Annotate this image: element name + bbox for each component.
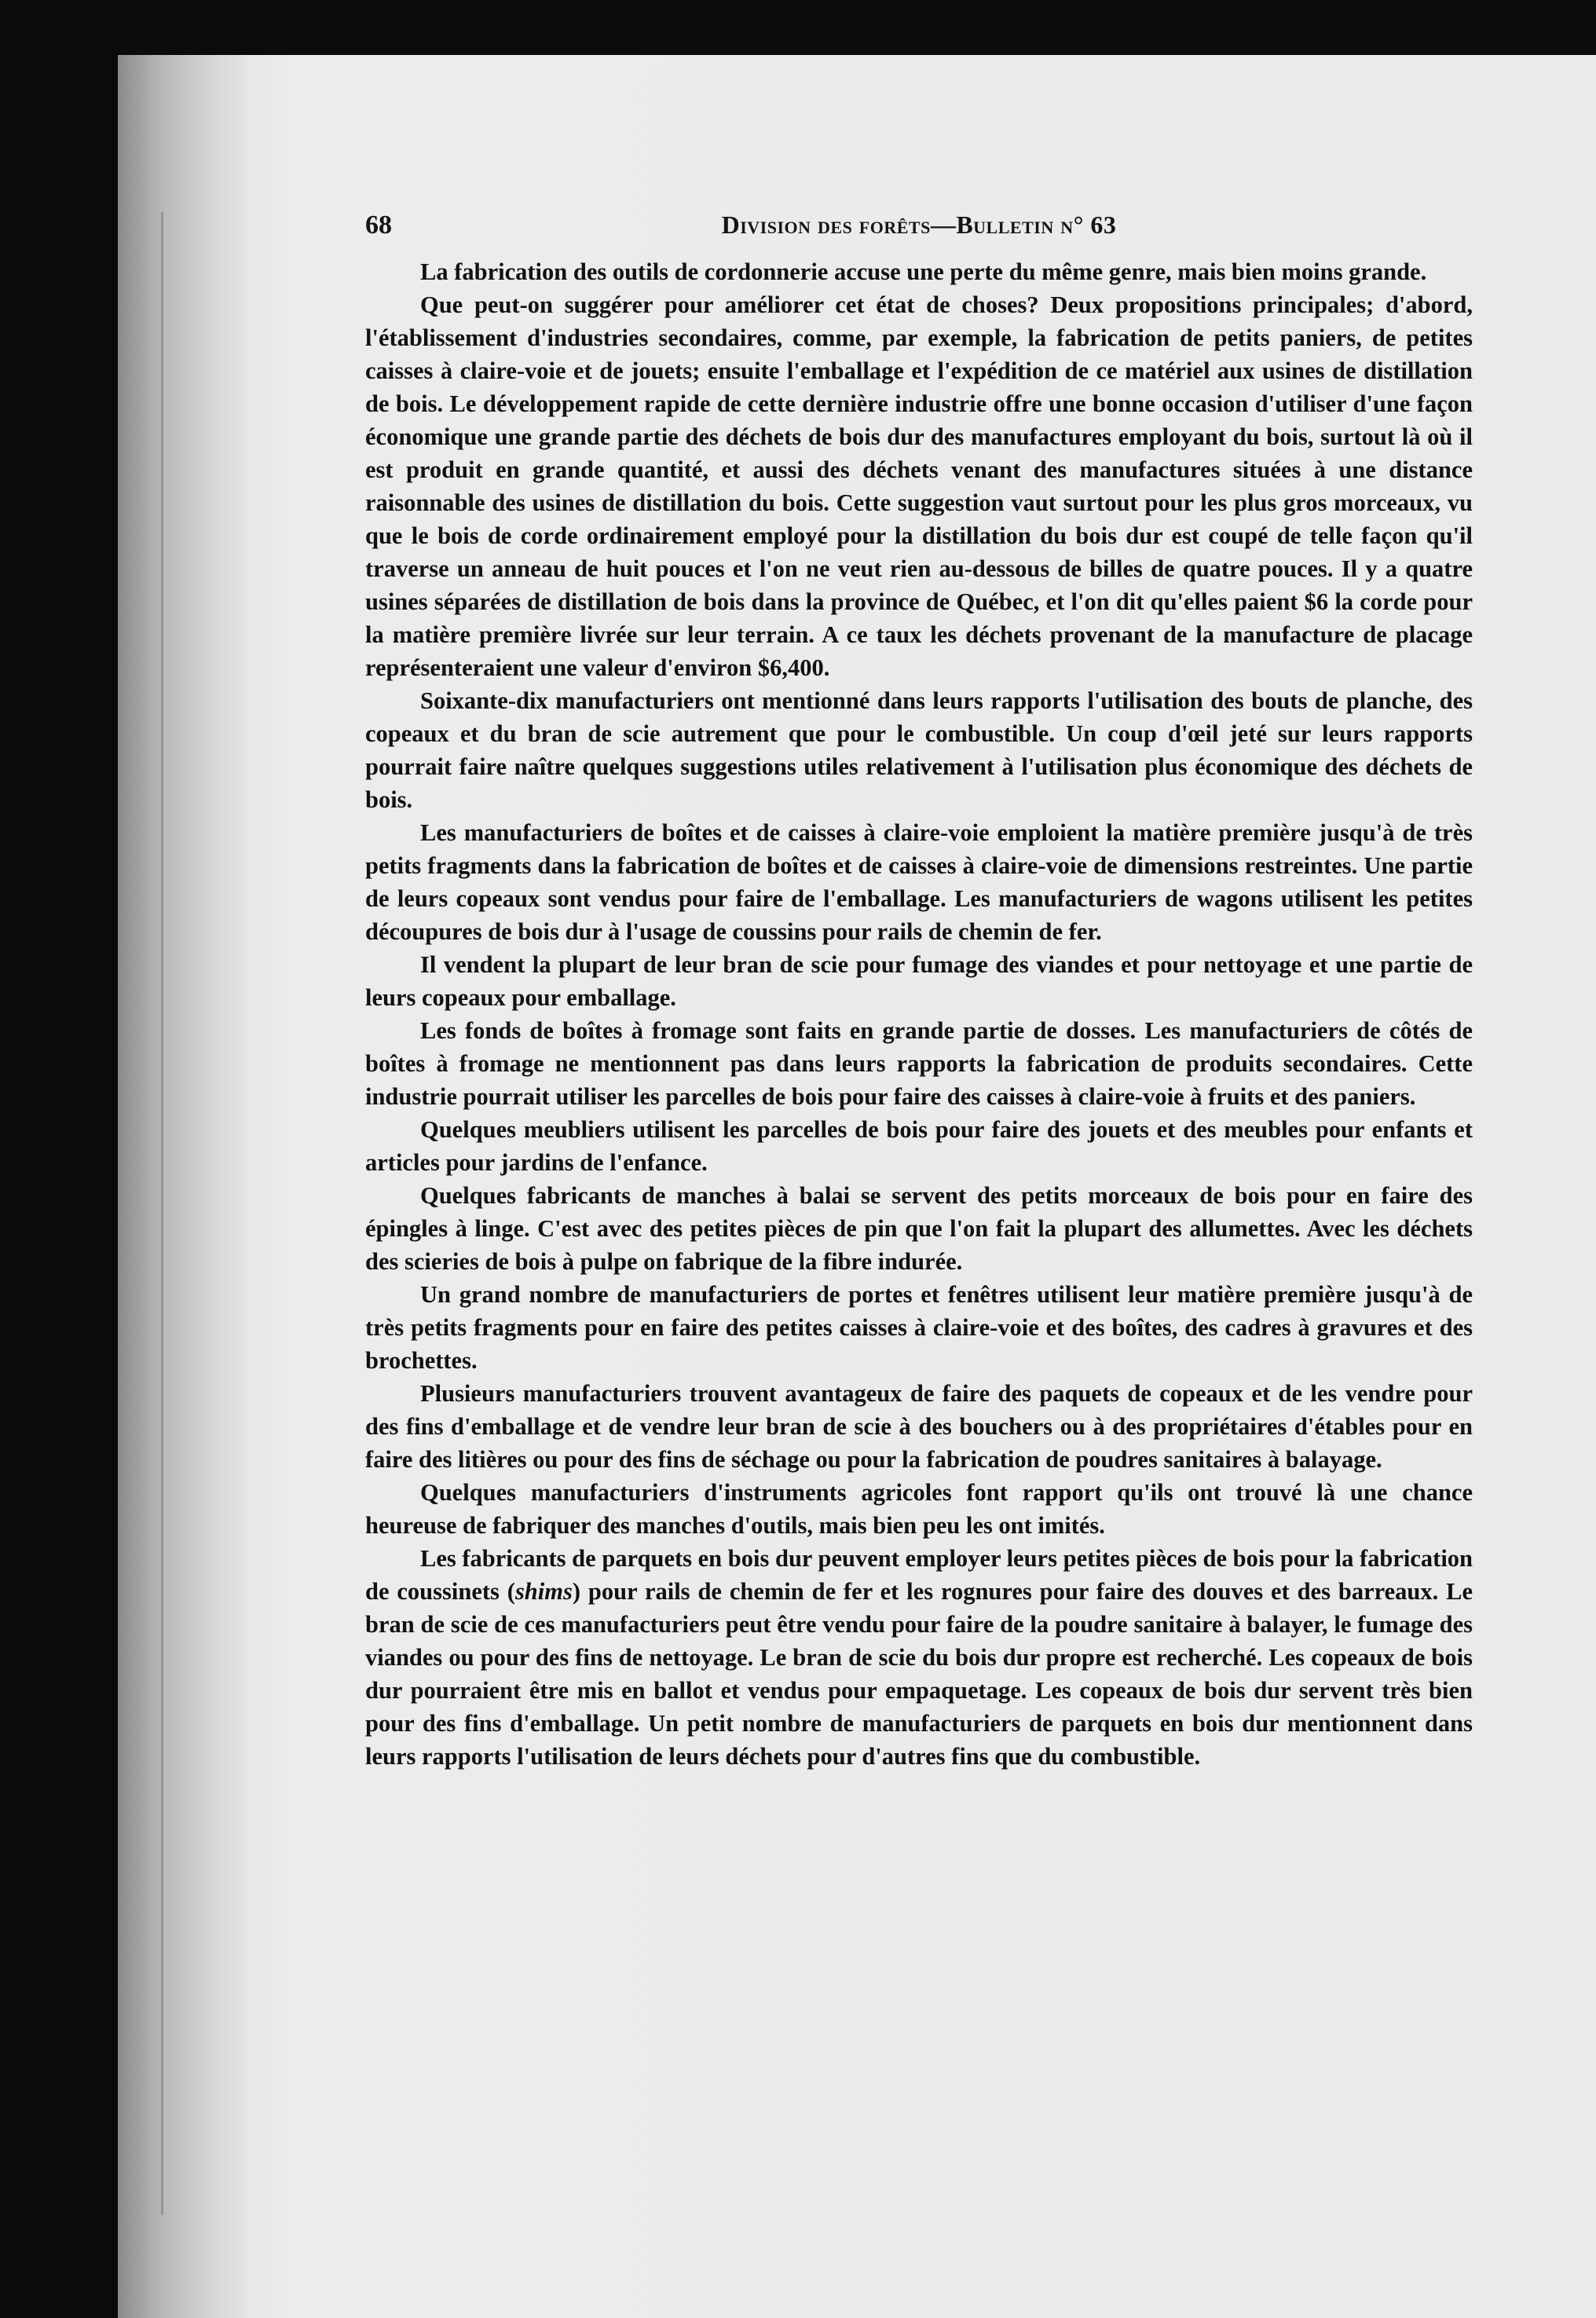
page-number: 68 — [365, 211, 392, 240]
page-header — [365, 211, 1473, 250]
paragraph-shims — [365, 1542, 1473, 1773]
paragraph: Quelques fabricants de manches à balai se servent des petits morceaux de bois pour en faire des épingles à linge. C'est avec des petites pièces de pin que l'on fait la plupart des allumettes. Avec les déchets des scieries de bois à pulpe on fabrique de la fibre indurée. — [365, 1182, 1473, 1275]
paragraph: La fabrication des outils de cordonnerie accuse une perte du même genre, mais bien moins grande. — [420, 258, 1427, 285]
paragraph: Il vendent la plupart de leur bran de scie pour fumage des viandes et pour nettoyage et une partie de leurs copeaux pour emballage. — [365, 951, 1473, 1011]
page-binding-shadow — [118, 55, 251, 2318]
paragraph: Les fonds de boîtes à fromage sont faits en grande partie de dosses. Les manufacturiers de côtés de boîtes à fromage ne mentionnent pas dans leurs rapports la fabrication de produits secondaires. Cette industrie pourrait utiliser les parcelles de bois pour faire des caisses à claire-voie à fruits et des paniers. — [365, 1017, 1473, 1110]
paragraph-text: Les fabricants de parquets en bois dur peuvent employer leurs petites pièces de bois pour la fabrication de coussinets ( — [365, 1545, 1473, 1605]
paragraph: Quelques manufacturiers d'instruments agricoles font rapport qu'ils ont trouvé là une chance heureuse de fabriquer des manches d'outils, mais bien peu les ont imités. — [365, 1479, 1473, 1539]
paragraph: Soixante-dix manufacturiers ont mentionné dans leurs rapports l'utilisation des bouts de planche, des copeaux et du bran de scie autrement que pour le combustible. Un coup d'œil jeté sur leurs rapports pourrait faire naître quelques suggestions utiles relativement à l'utilisation plus économique des déchets de bois. — [365, 687, 1473, 813]
running-head: Division des forêts—Bulletin n° 63 — [721, 211, 1117, 239]
paragraph: Un grand nombre de manufacturiers de portes et fenêtres utilisent leur matière première jusqu'à de très petits fragments pour en faire des petites caisses à claire-voie et des boîtes, des cadres à gravures et des brochettes. — [365, 1281, 1473, 1374]
paragraph: Quelques meubliers utilisent les parcelles de bois pour faire des jouets et des meubles pour enfants et articles pour jardins de l'enfance. — [365, 1116, 1473, 1176]
paragraph: Que peut-on suggérer pour améliorer cet état de choses? Deux propositions principales; d'abord, l'établissement d'industries secondaires, comme, par exemple, la fabrication de petits paniers, de petites caisses à claire-voie et de jouets; ensuite l'emballage et l'expédition de ce matériel aux usines de distillation de bois. Le développement rapide de cette dernière industrie offre une bonne occasion d'utiliser d'une façon économique une grande partie des déchets de bois dur des manufactures employant du bois, surtout là où il est produit en grande quantité, et aussi des déchets venant des manufactures situées à une distance raisonnable des usines de distillation du bois. Cette suggestion vaut surtout pour les plus gros morceaux, vu que le bois de corde ordinairement employé pour la distillation du bois dur est coupé de telle façon qu'il traverse un anneau de huit pouces et l'on ne veut rien au-dessous de billes de quatre pouces. Il y a quatre usines séparées de distillation de bois dans la province de Québec, et l'on dit qu'elles paient $6 la corde pour la matière première livrée sur leur terrain. A ce taux les déchets provenant de la manufacture de placage représenteraient une valeur d'environ $6,400. — [365, 291, 1473, 681]
body-text — [365, 255, 1473, 1773]
italic-term: shims — [514, 1578, 573, 1605]
paragraph: Plusieurs manufacturiers trouvent avantageux de faire des paquets de copeaux et de les vendre pour des fins d'emballage et de vendre leur bran de scie à des bouchers ou à des propriétaires d'étables pour en faire des litières ou pour des fins de séchage ou pour la fabrication de poudres sanitaires à balayage. — [365, 1380, 1473, 1473]
paragraph: Les manufacturiers de boîtes et de caisses à claire-voie emploient la matière première jusqu'à de très petits fragments dans la fabrication de boîtes et de caisses à claire-voie de dimensions restreintes. Une partie de leurs copeaux sont vendus pour faire de l'emballage. Les manufacturiers de wagons utilisent les petites découpures de bois dur à l'usage de coussins pour rails de chemin de fer. — [365, 819, 1473, 945]
paragraph-text: ) pour rails de chemin de fer et les rognures pour faire des douves et des barreaux. Le bran de scie de ces manufacturiers peut être vendu pour faire de la poudre sanitaire à balayer, le fumage des viandes ou pour des fins de nettoyage. Le bran de scie du bois dur propre est recherché. Les copeaux de bois dur pourraient être mis en ballot et vendus pour empaquetage. Les copeaux de bois dur servent très bien pour des fins d'emballage. Un petit nombre de manufacturiers de parquets en bois dur mentionnent dans leurs rapports l'utilisation de leurs déchets pour d'autres fins que du combustible. — [365, 1578, 1473, 1770]
